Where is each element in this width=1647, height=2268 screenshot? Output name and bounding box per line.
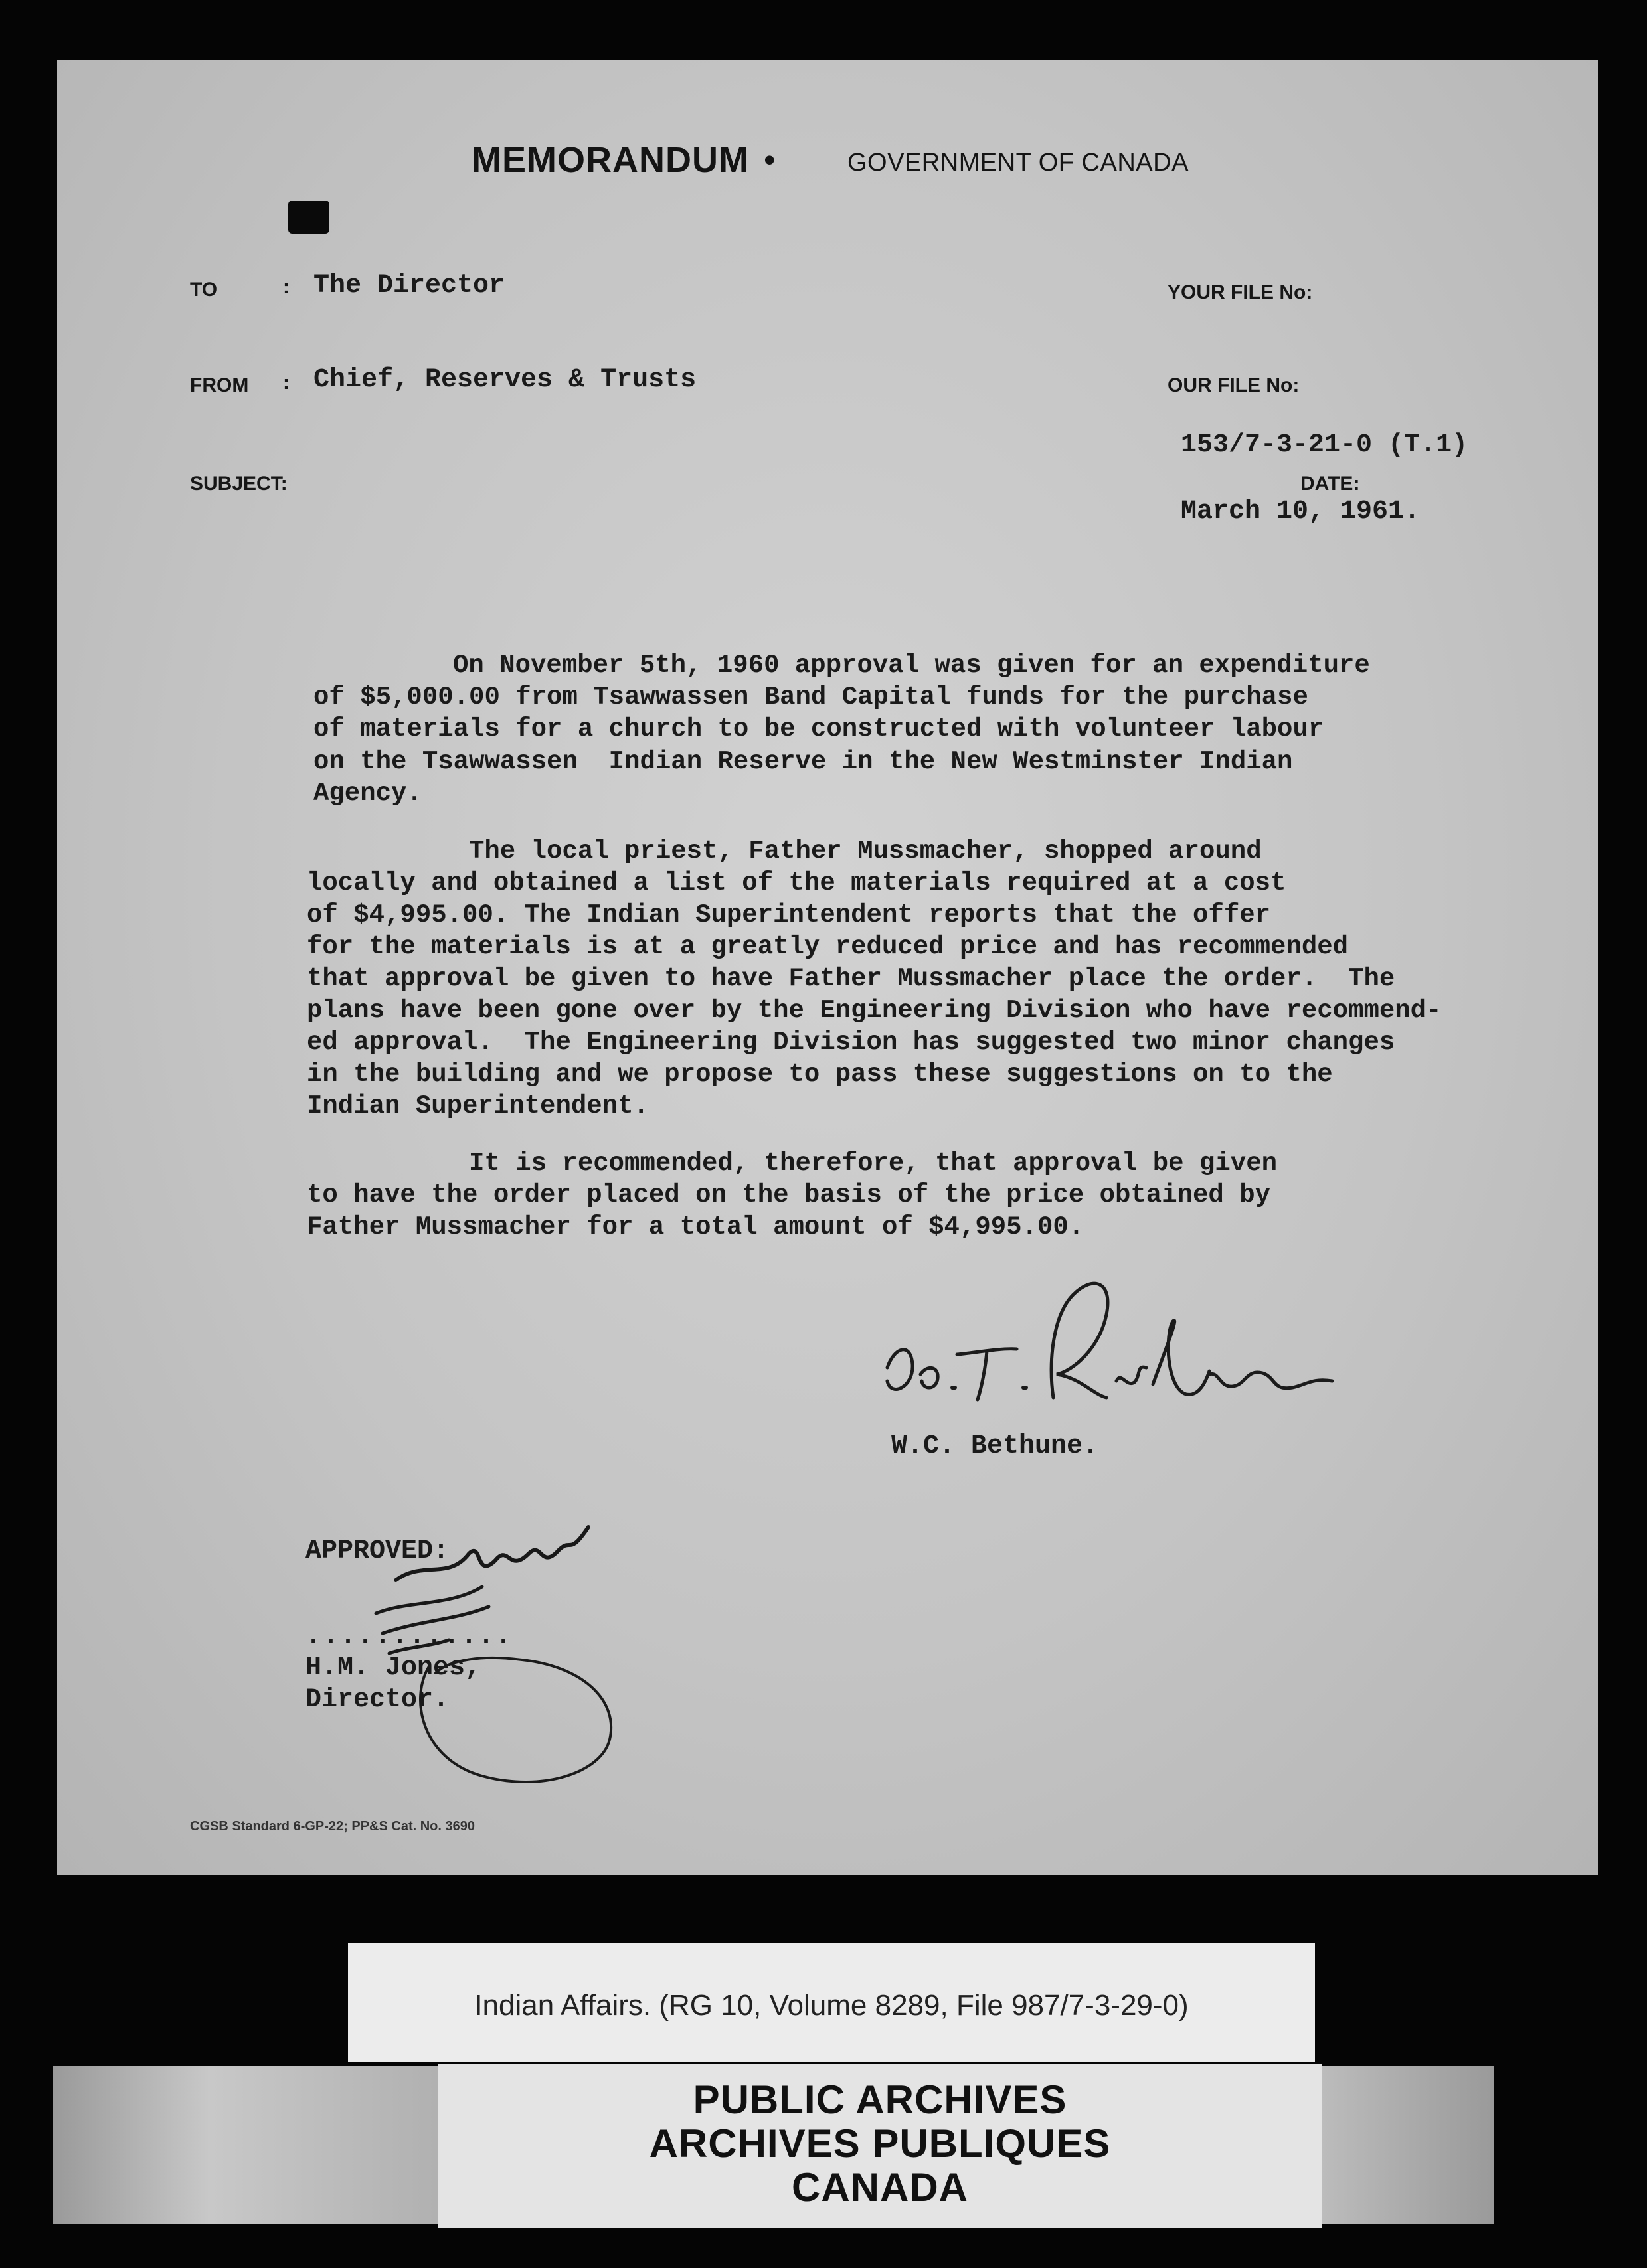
our-file-label: OUR FILE No: [1168,374,1300,396]
jones-signature [369,1481,675,1813]
paragraph-3-line: to have the order placed on the basis of the price obtained by [307,1180,1271,1210]
paragraph-2-line: for the materials is at a greatly reduced price and has recommended [307,932,1349,961]
paragraph-3-line: Father Mussmacher for a total amount of $4,995.00. [307,1212,1084,1242]
memo-organization: GOVERNMENT OF CANADA [847,149,1189,177]
paragraph-1-line: on the Tsawwassen Indian Reserve in the New Westminster Indian [313,747,1293,776]
paragraph-2-line: in the building and we propose to pass these suggestions on to the [307,1060,1333,1089]
form-standard-note: CGSB Standard 6-GP-22; PP&S Cat. No. 3690 [190,1819,476,1834]
from-label: FROM [190,374,249,396]
approved-label: APPROVED: [305,1536,450,1566]
approver-name: H.M. Jones, [305,1653,481,1683]
your-file-label: YOUR FILE No: [1168,282,1313,303]
archives-stamp [438,2064,1322,2228]
from-colon: : [283,372,290,394]
date-label: DATE: [1300,473,1360,495]
our-file-number: 153/7-3-21-0 (T.1) [1181,430,1468,460]
from-value: Chief, Reserves & Trusts [313,365,697,395]
memo-title: MEMORANDUM [472,140,749,180]
paragraph-2-line: The local priest, Father Mussmacher, shopped around [469,837,1262,866]
stamp-line-3: CANADA [792,2165,968,2210]
signatory-name: W.C. Bethune. [891,1431,1099,1461]
stamp-line-1: PUBLIC ARCHIVES [693,2077,1067,2122]
memo-date: March 10, 1961. [1181,497,1421,526]
header-separator: • [764,141,776,179]
paragraph-2-line: plans have been gone over by the Engineering Division who have recommend- [307,996,1442,1025]
archive-reference-label [348,1943,1315,2062]
to-value: The Director [313,271,505,301]
paragraph-1-line: of materials for a church to be constructed with volunteer labour [313,714,1324,744]
stamp-line-2: ARCHIVES PUBLIQUES [649,2121,1111,2166]
paragraph-1-line: On November 5th, 1960 approval was given for an expenditure [453,651,1370,680]
paragraph-2-line: that approval be given to have Father Mussmacher place the order. The [307,964,1395,993]
paragraph-2-line: ed approval. The Engineering Division has suggested two minor changes [307,1028,1395,1057]
memo-page [57,60,1598,1875]
subject-label: SUBJECT: [190,473,288,495]
paragraph-3-line: It is recommended, therefore, that approval be given [469,1149,1277,1178]
paragraph-2-line: locally and obtained a list of the materials required at a cost [307,868,1286,898]
to-colon: : [283,276,290,298]
paragraph-1-line: of $5,000.00 from Tsawwassen Band Capital funds for the purchase [313,683,1308,712]
approval-signature-line: ............ [305,1621,513,1651]
film-strip-left [53,2066,445,2224]
redaction-mark [288,201,329,234]
paragraph-2-line: of $4,995.00. The Indian Superintendent reports that the offer [307,900,1271,930]
archive-reference: Indian Affairs. (RG 10, Volume 8289, File 987/7-3-29-0) [474,1989,1189,2022]
paragraph-2-line: Indian Superintendent. [307,1092,649,1121]
approver-title: Director. [305,1685,450,1715]
film-strip-right [1315,2066,1494,2224]
to-label: TO [190,279,218,301]
paragraph-1-line: Agency. [313,779,422,808]
